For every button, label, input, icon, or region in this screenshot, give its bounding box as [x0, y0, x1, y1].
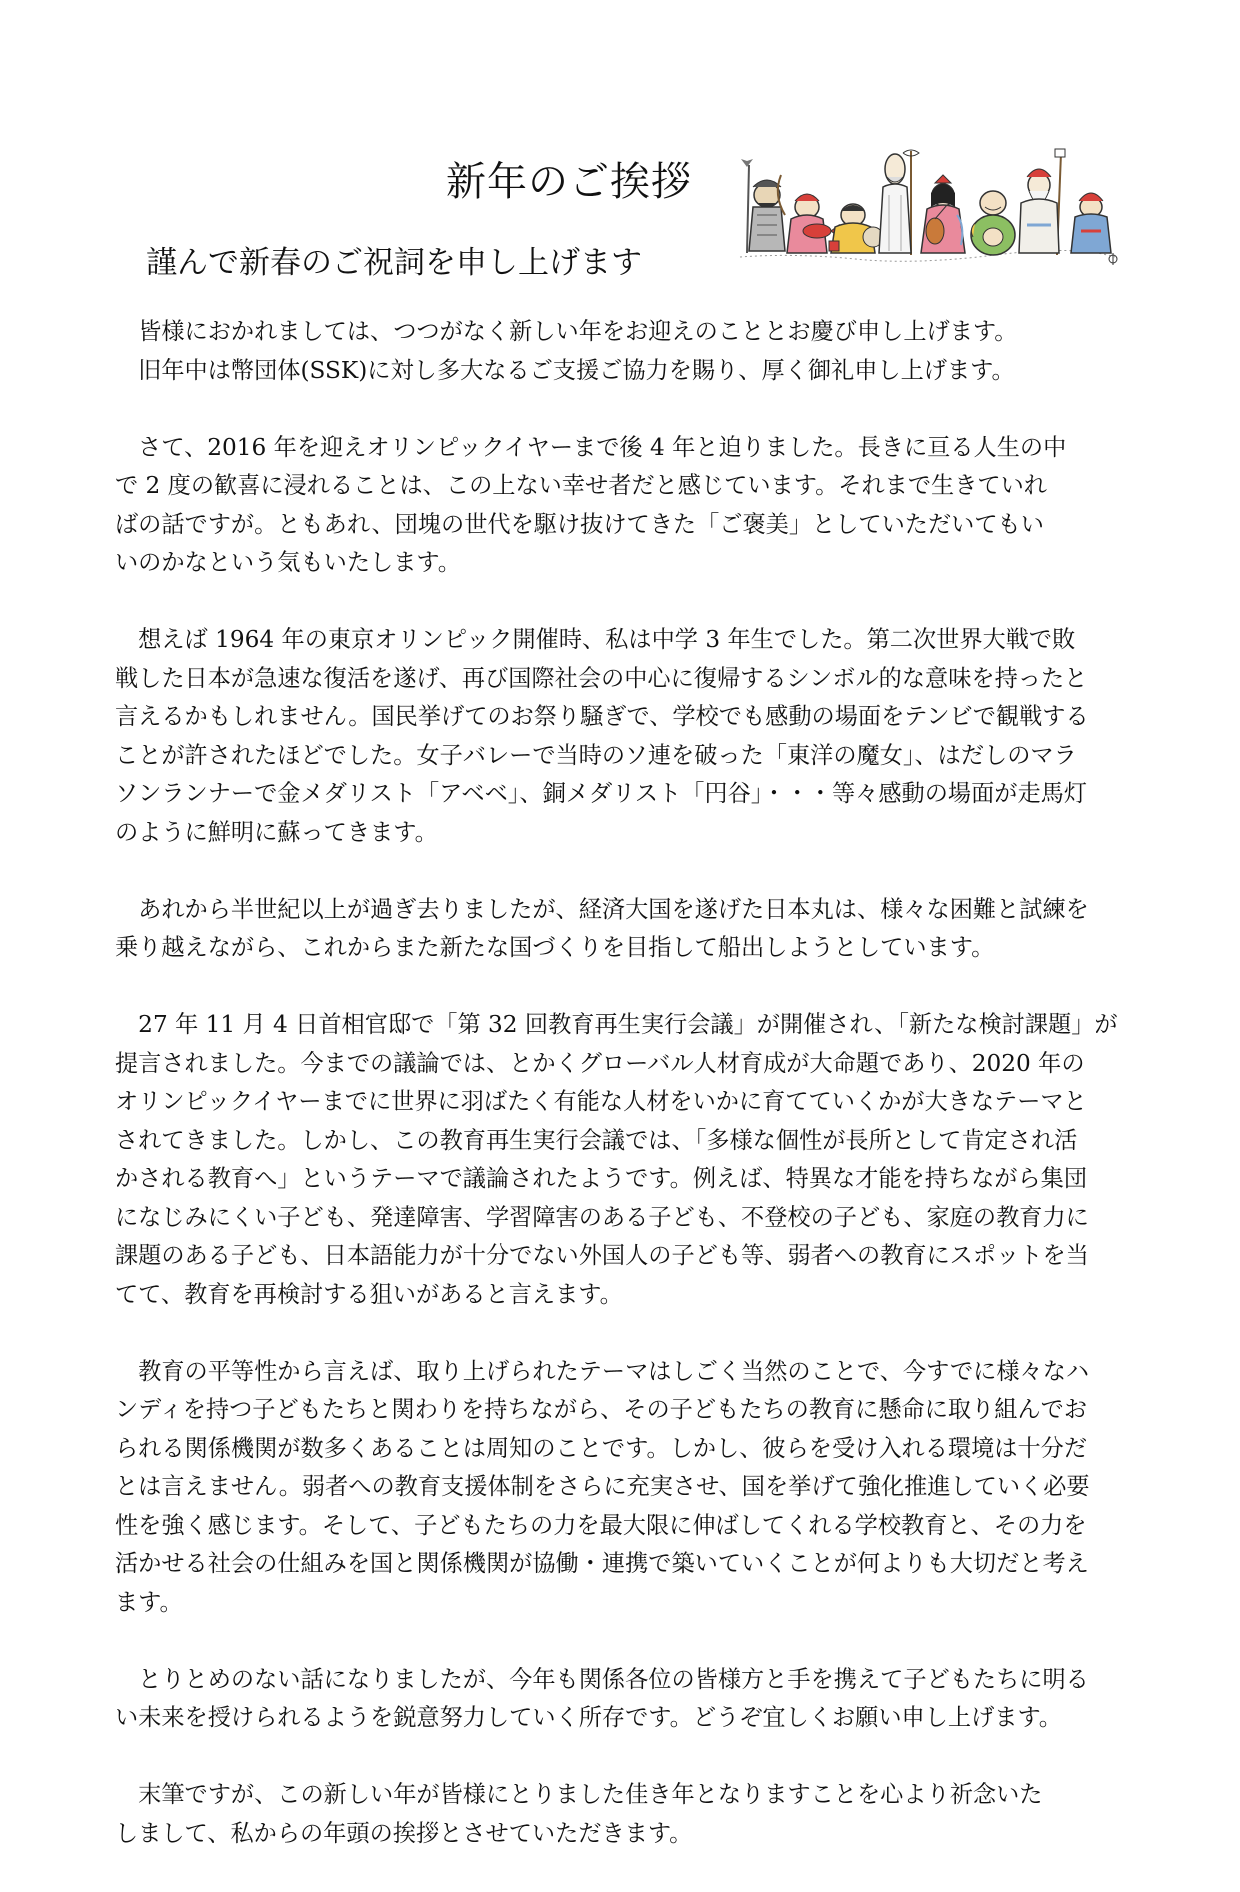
- text-line: ばの話ですが。ともあれ、団塊の世代を駆け抜けてきた「ご褒美」としていただいてもい: [115, 510, 1044, 538]
- text-line: 活かせる社会の仕組みを国と関係機関が協働・連携で築いていくことが何よりも大切だと考え: [115, 1550, 1089, 1577]
- text-line: られる関係機関が数多くあることは周知のことです。しかし、彼らを受け入れる環境は十分だ: [115, 1434, 1088, 1462]
- text-line: さて、2016 年を迎えオリンピックイヤーまで後 4 年と迫りました。長きに亘る人生の中: [115, 433, 1067, 461]
- text-line: いのかなという気もいたします。: [115, 549, 461, 576]
- page-subtitle: 謹んで新春のご祝詞を申し上げます: [146, 245, 642, 281]
- text-line: あれから半世紀以上が過ぎ去りましたが、経済大国を遂げた日本丸は、様々な困難と試練を: [115, 895, 1089, 923]
- paragraph-greeting: [115, 313, 1120, 390]
- text-line: てて、教育を再検討する狙いがあると言えます。: [115, 1280, 623, 1308]
- text-line: 性を強く感じます。そして、子どもたちの力を最大限に伸ばしてくれる学校教育と、その力を: [115, 1511, 1087, 1539]
- text-line: 27 年 11 月 4 日首相官邸で「第 32 回教育再生実行会議」が開催され、「新たな検討課題」が: [115, 1011, 1118, 1038]
- text-line: 末筆ですが、この新しい年が皆様にとりました佳き年となりますことを心より祈念いた: [115, 1781, 1043, 1808]
- seven-lucky-gods-illustration: [735, 145, 1120, 267]
- text-line: ことが許されたほどでした。女子バレーで当時のソ連を破った「東洋の魔女」、はだしのマラ: [115, 741, 1077, 769]
- text-line: オリンピックイヤーまでに世界に羽ばたく有能な人材をいかに育てていくかが大きなテーマと: [115, 1088, 1087, 1115]
- text-line: 課題のある子ども、日本語能力が十分でない外国人の子ども等、弱者への教育にスポットを当: [115, 1242, 1089, 1269]
- right-figure: [1071, 193, 1111, 253]
- text-line: 乗り越えながら、これからまた新たな国づくりを目指して船出しようとしています。: [115, 934, 995, 961]
- benzaiten-figure: [921, 175, 965, 253]
- text-line: 旧年中は幣団体(SSK)に対し多大なるご支援ご協力を賜り、厚く御礼申し上げます。: [115, 356, 1015, 384]
- text-line: 言えるかもしれません。国民挙げてのお祭り騒ぎで、学校でも感動の場面をテンビで観戦する: [115, 703, 1089, 730]
- text-line: とりとめのない話になりましたが、今年も関係各位の皆様方と手を携えて子どもたちに明る: [115, 1665, 1089, 1693]
- bishamonten-figure: [741, 159, 785, 253]
- text-line: で 2 度の歓喜に浸れることは、この上ない幸せ者だと感じています。それまで生きていれ: [115, 472, 1047, 499]
- hotei-figure: [971, 191, 1015, 255]
- text-line: かされる教育へ」というテーマで議論されたようです。例えば、特異な才能を持ちながら集団: [115, 1165, 1088, 1192]
- text-line: 想えば 1964 年の東京オリンピック開催時、私は中学 3 年生でした。第二次世界大戦で敗: [115, 626, 1076, 653]
- letter-body: [115, 313, 1120, 1892]
- text-line: ます。: [115, 1588, 183, 1616]
- text-line: ソンランナーで金メダリスト「アベベ」、銅メダリスト「円谷」・・・等々感動の場面が走馬灯: [115, 780, 1088, 807]
- paragraph-resolution: [115, 1661, 1120, 1738]
- paragraph-olympic-year: [115, 429, 1120, 583]
- paragraph-equality: [115, 1353, 1120, 1623]
- jurojin-figure: [1019, 149, 1065, 255]
- text-line: されてきました。しかし、この教育再生実行会議では、「多様な個性が長所として肯定され活: [115, 1126, 1078, 1154]
- text-line: とは言えません。弱者への教育支援体制をさらに充実させ、国を挙げて強化推進していく必要: [115, 1473, 1090, 1500]
- text-line: 皆様におかれましては、つつがなく新しい年をお迎えのこととお慶び申し上げます。: [115, 318, 1018, 345]
- text-line: になじみにくい子ども、発達障害、学習障害のある子ども、不登校の子ども、家庭の教育力に: [115, 1203, 1089, 1231]
- fukurokuju-figure: [879, 150, 919, 255]
- daikokuten-figure: [829, 204, 883, 253]
- page-title: 新年のご挨拶: [446, 159, 692, 205]
- paragraph-closing: [115, 1776, 1120, 1853]
- text-line: 教育の平等性から言えば、取り上げられたテーマはしごく当然のことで、今すでに様々なハ: [115, 1357, 1090, 1385]
- paragraph-half-century: [115, 891, 1120, 968]
- text-line: のように鮮明に蘇ってきます。: [115, 818, 438, 846]
- text-line: 提言されました。今までの議論では、とかくグローバル人材育成が大命題であり、2020 年の: [115, 1049, 1085, 1077]
- paragraph-education-council: [115, 1006, 1120, 1314]
- text-line: ンディを持つ子どもたちと関わりを持ちながら、その子どもたちの教育に懸命に取り組んでお: [115, 1396, 1088, 1423]
- text-line: しまして、私からの年頭の挨拶とさせていただきます。: [115, 1819, 693, 1847]
- paragraph-tokyo-1964: [115, 621, 1120, 852]
- text-line: い未来を授けられるようを鋭意努力していく所存です。どうぞ宜しくお願い申し上げます。: [115, 1704, 1062, 1731]
- text-line: 戦した日本が急速な復活を遂げ、再び国際社会の中心に復帰するシンボル的な意味を持ったと: [115, 664, 1088, 692]
